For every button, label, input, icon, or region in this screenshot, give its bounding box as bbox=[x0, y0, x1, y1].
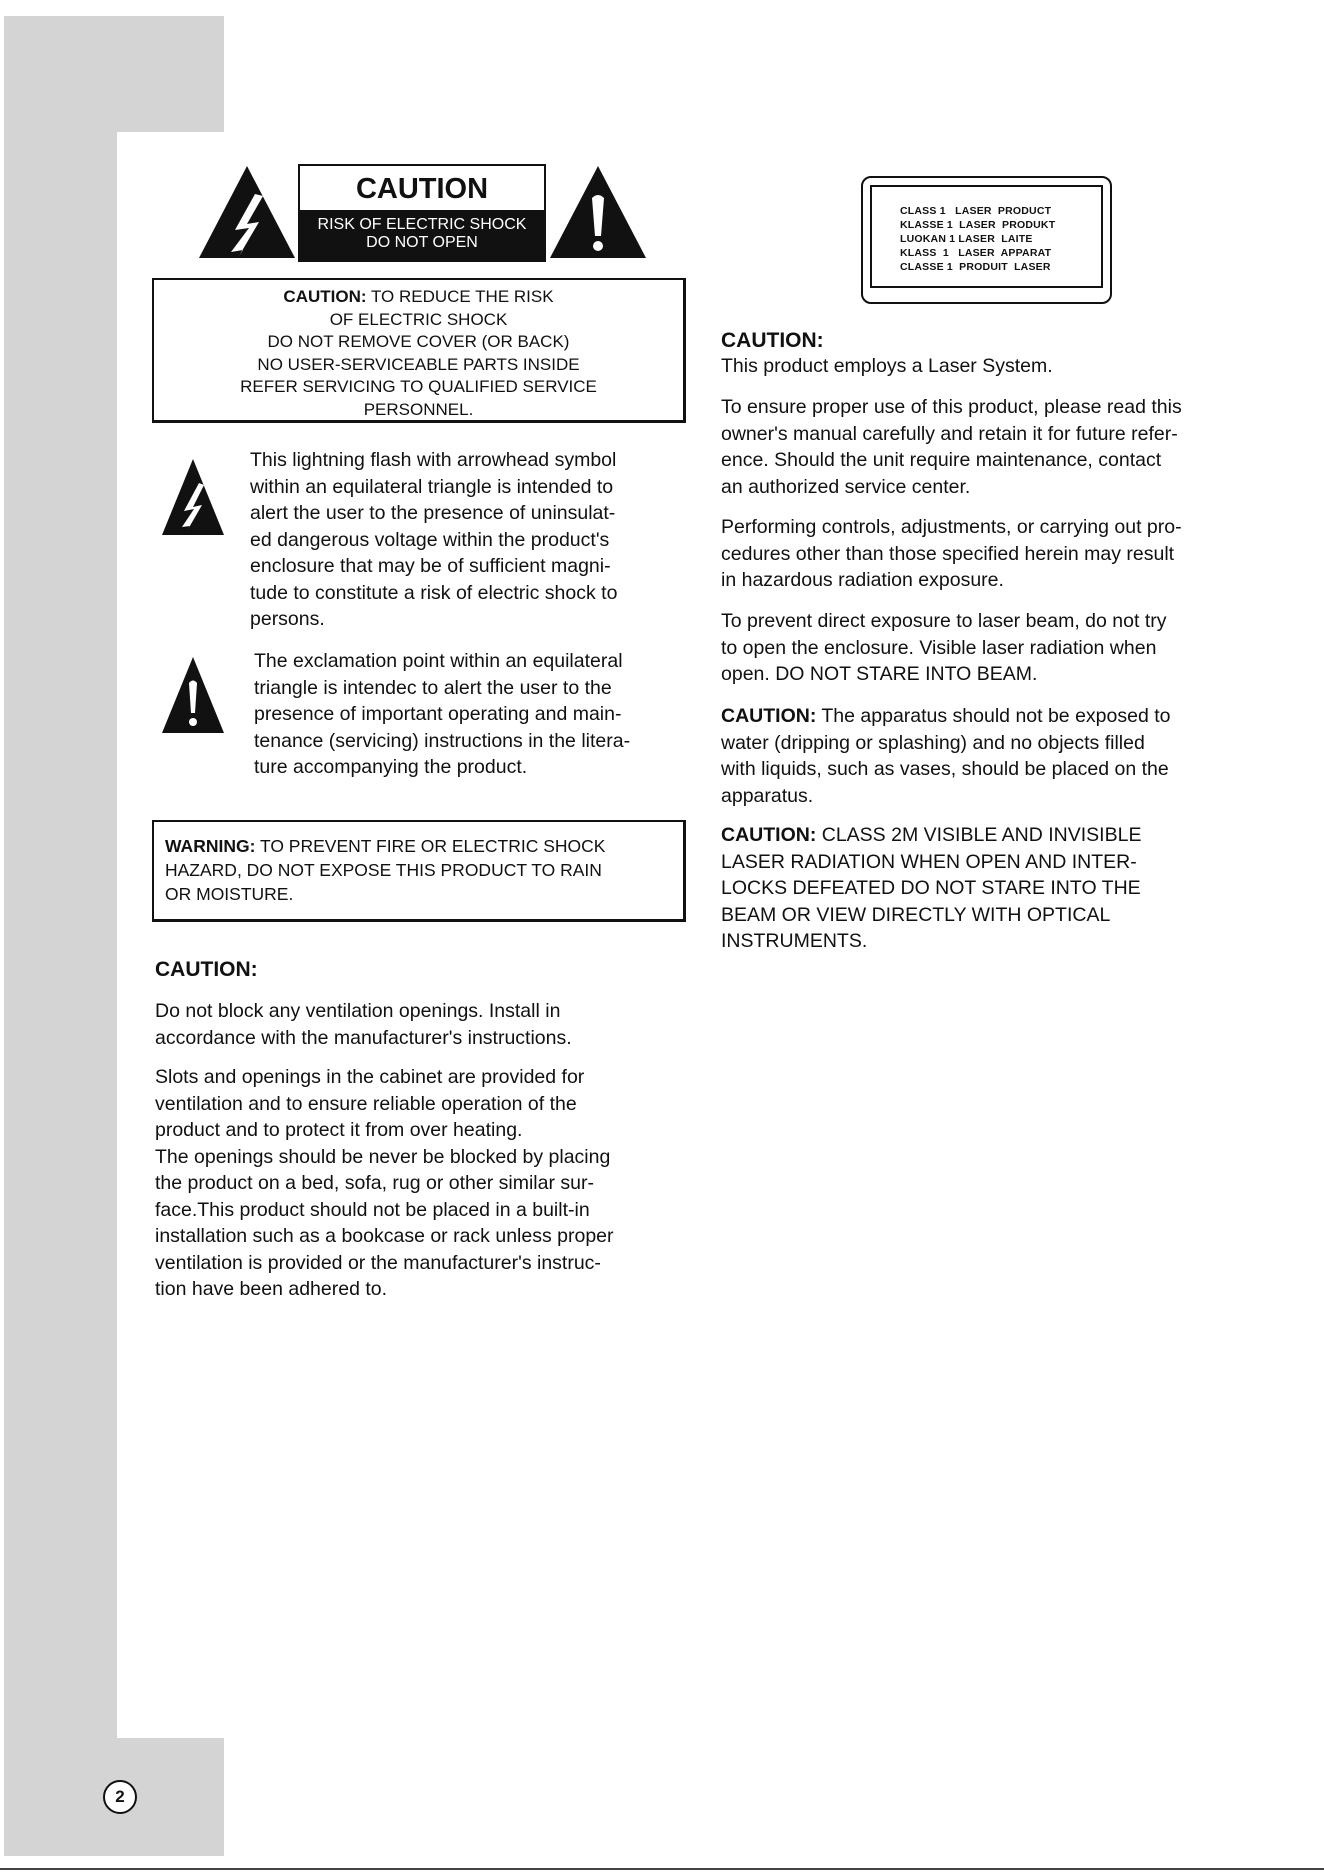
lightning-warning-icon bbox=[197, 164, 297, 260]
exclamation-paragraph: The exclamation point within an equilateral triangle is intendec to alert the user to the presence of important operating and main- tenance (servicing) instructions in the litera- ture accompanying the product. bbox=[254, 650, 631, 778]
para5-bold: CAUTION: bbox=[721, 824, 817, 846]
laser-label-text: CLASS 1 LASER PRODUCT KLASSE 1 LASER PRODUKT LUOKAN 1 LASER LAITE KLASS 1 LASER APPARAT CLASSE 1 PRODUIT LASER bbox=[870, 185, 1103, 288]
lightning-symbol-icon bbox=[160, 457, 226, 537]
caution-label-title: CAUTION bbox=[355, 173, 489, 205]
para4-bold: CAUTION: bbox=[721, 705, 817, 727]
warning-box: WARNING: TO PREVENT FIRE OR ELECTRIC SHOCK HAZARD, DO NOT EXPOSE THIS PRODUCT TO RAIN OR MOISTURE. bbox=[152, 820, 686, 922]
right-caution-para5: CAUTION: CLASS 2M VISIBLE AND INVISIBLE LASER RADIATION WHEN OPEN AND INTER- LOCKS DEFEATED DO NOT STARE INTO THE BEAM OR VIEW DIRECTLY WITH OPTICAL INSTRUMENTS. bbox=[721, 824, 1142, 952]
page-margin-side bbox=[4, 132, 117, 1856]
risk-box-bold: CAUTION: bbox=[283, 287, 367, 306]
page-number: 2 bbox=[103, 1780, 137, 1814]
risk-box: CAUTION: TO REDUCE THE RISK OF ELECTRIC SHOCK DO NOT REMOVE COVER (OR BACK) NO USER-SERVICEABLE PARTS INSIDE REFER SERVICING TO QUALIFIED SERVICE PERSONNEL. bbox=[152, 278, 686, 423]
right-caution-heading: CAUTION: bbox=[721, 329, 824, 352]
right-caution-para3: To prevent direct exposure to laser beam, do not try to open the enclosure. Visible laser radiation when open. DO NOT STARE INTO BEAM. bbox=[721, 610, 1167, 685]
laser-product-label bbox=[861, 176, 1112, 304]
lightning-paragraph: This lightning flash with arrowhead symbol within an equilateral triangle is intended to alert the user to the presence of uninsulat- ed dangerous voltage within the product's enclosure that may be of sufficient magni- tude to constitute a risk of electric shock to persons. bbox=[250, 449, 618, 630]
left-caution-para2: Slots and openings in the cabinet are provided for ventilation and to ensure reliable operation of the product and to protect it from over heating. The openings should be never be blocked by placing the product on a bed, sofa, rug or other similar sur- face.This product should not be placed in a built-in installation such as a bookcase or rack unless proper ventilation is provided or the manufacturer's instruc- tion have been adhered to. bbox=[155, 1066, 614, 1300]
caution-label bbox=[298, 164, 546, 262]
exclamation-symbol-icon bbox=[160, 655, 226, 735]
page-margin-top bbox=[4, 16, 224, 132]
right-caution-para4: CAUTION: The apparatus should not be exposed to water (dripping or splashing) and no objects filled with liquids, such as vases, should be placed on the apparatus. bbox=[721, 705, 1171, 807]
right-caution-para2: Performing controls, adjustments, or carrying out pro- cedures other than those specified herein may result in hazardous radiation exposure. bbox=[721, 516, 1182, 591]
left-caution-para1: Do not block any ventilation openings. Install in accordance with the manufacturer's instructions. bbox=[155, 1000, 572, 1049]
warning-bold: WARNING: bbox=[165, 836, 256, 856]
exclamation-warning-icon bbox=[548, 164, 648, 260]
caution-label-subtitle: RISK OF ELECTRIC SHOCK DO NOT OPEN bbox=[300, 210, 544, 260]
left-caution-heading: CAUTION: bbox=[155, 958, 258, 981]
right-caution-para1: To ensure proper use of this product, please read this owner's manual carefully and retain it for future refer- ence. Should the unit require maintenance, contact an authorized service center. bbox=[721, 396, 1182, 498]
right-caution-intro: This product employs a Laser System. bbox=[721, 355, 1053, 377]
bottom-rule bbox=[0, 1868, 1324, 1870]
